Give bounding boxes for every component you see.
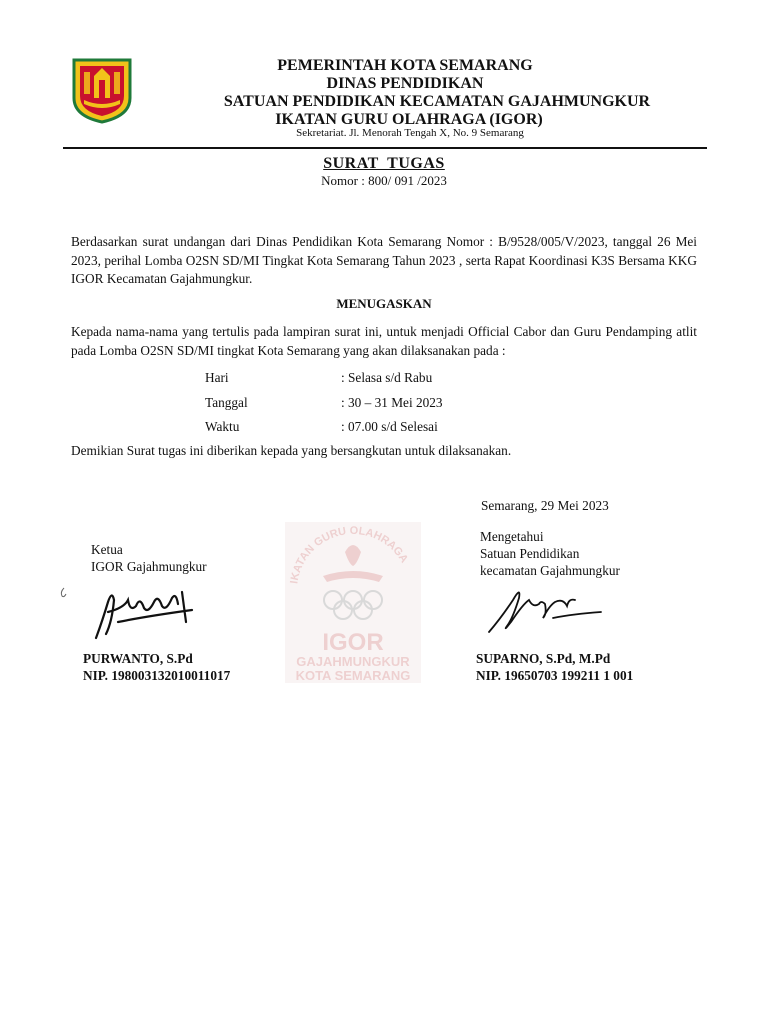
stamp-arc-text: IKATAN GURU OLAHRAGA — [288, 524, 411, 585]
left-signer-org: IGOR Gajahmungkur — [91, 559, 207, 574]
detail-label: Tanggal — [205, 395, 248, 410]
pen-mark-icon — [58, 586, 68, 600]
left-signer-name: PURWANTO, S.Pd — [83, 651, 193, 666]
detail-label: Waktu — [205, 419, 240, 434]
stamp-igor-text: IGOR — [322, 629, 384, 656]
left-signer-title: Ketua — [91, 542, 123, 557]
right-signer-name: SUPARNO, S.Pd, M.Pd — [476, 651, 611, 666]
right-signer-title: Satuan Pendidikan — [480, 546, 580, 561]
assignment-paragraph: Kepada nama-nama yang tertulis pada lampiran surat ini, untuk menjadi Official Cabor dan Guru Pendamping atlit pada Lomba O2SN SD/MI tingkat Kota Semarang yang akan dilaksanakan pada : — [71, 324, 697, 358]
right-signer-role — [480, 528, 620, 579]
header-address: Sekretariat. Jl. Menorah Tengah X, No. 9 Semarang — [296, 127, 524, 139]
header-divider — [63, 147, 707, 149]
place-date: Semarang, 29 Mei 2023 — [481, 498, 609, 513]
document-number: Nomor : 800/ 091 /2023 — [321, 173, 447, 188]
right-signer-nip: NIP. 19650703 199211 1 001 — [476, 668, 634, 683]
header-unit: SATUAN PENDIDIKAN KECAMATAN GAJAHMUNGKUR — [223, 93, 651, 110]
left-signature-icon — [88, 582, 198, 644]
left-signer-nip: NIP. 198003132010011017 — [83, 668, 231, 683]
detail-value: : Selasa s/d Rabu — [341, 370, 433, 385]
header-department: DINAS PENDIDIKAN — [326, 75, 484, 92]
header-government: PEMERINTAH KOTA SEMARANG — [277, 57, 533, 74]
closing-paragraph: Demikian Surat tugas ini diberikan kepada yang bersangkutan untuk dilaksanakan. — [71, 443, 512, 458]
right-signer-acknowledge: Mengetahui — [480, 529, 544, 544]
left-signer-block — [83, 650, 230, 684]
document-title: SURAT TUGAS — [323, 155, 445, 172]
assignment-heading: MENUGASKAN — [336, 296, 432, 311]
igor-stamp-icon — [283, 520, 423, 685]
detail-label: Hari — [205, 370, 229, 385]
detail-value: : 07.00 s/d Selesai — [341, 419, 438, 434]
stamp-line2-text: GAJAHMUNGKUR — [296, 654, 410, 669]
detail-value: : 30 – 31 Mei 2023 — [341, 395, 443, 410]
right-signer-org: kecamatan Gajahmungkur — [480, 563, 620, 578]
left-signer-role — [91, 541, 207, 575]
stamp-line3-text: KOTA SEMARANG — [295, 668, 411, 683]
intro-paragraph: Berdasarkan surat undangan dari Dinas Pendidikan Kota Semarang Nomor : B/9528/005/V/2023, tanggal 26 Mei 2023, perihal Lomba O2SN SD/MI Tingkat Kota Semarang Tahun 2023 , serta Rapat Koordinasi K3S Bersama KKG IGOR Kecamatan Gajahmungkur. — [71, 234, 697, 286]
right-signer-block — [476, 650, 633, 684]
right-signature-icon — [483, 578, 608, 640]
header-organization: IKATAN GURU OLAHRAGA (IGOR) — [275, 111, 543, 128]
